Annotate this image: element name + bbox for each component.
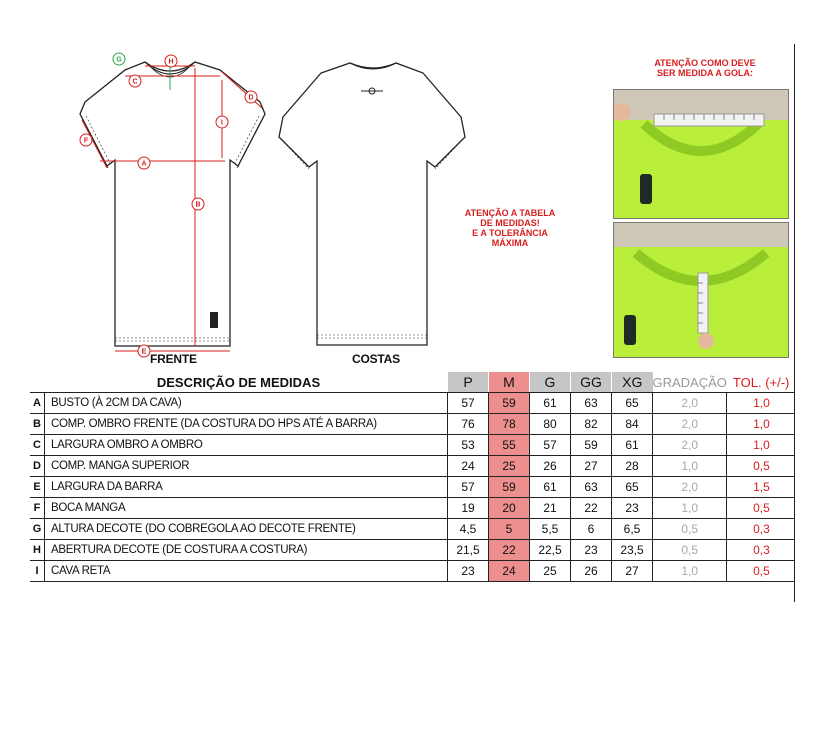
value-gg: 6 [571, 519, 612, 540]
value-gg: 59 [571, 435, 612, 456]
row-tolerance: 0,5 [727, 561, 796, 582]
value-p: 53 [448, 435, 489, 456]
collar-attention-note: ATENÇÃO COMO DEVE SER MEDIDA A GOLA: [654, 58, 756, 78]
value-xg: 84 [612, 414, 653, 435]
value-m: 24 [489, 561, 530, 582]
value-g: 22,5 [530, 540, 571, 561]
table-row [30, 540, 795, 561]
row-code: I [30, 561, 45, 582]
value-p: 23 [448, 561, 489, 582]
row-tolerance: 1,0 [727, 414, 796, 435]
value-p: 19 [448, 498, 489, 519]
size-header-gg: GG [571, 372, 612, 393]
value-xg: 65 [612, 393, 653, 414]
value-xg: 61 [612, 435, 653, 456]
row-code: D [30, 456, 45, 477]
value-p: 57 [448, 477, 489, 498]
back-tshirt-drawing [275, 55, 471, 351]
row-description: ALTURA DECOTE (DO COBREGOLA AO DECOTE FRENTE) [45, 519, 448, 540]
size-header-g: G [530, 372, 571, 393]
row-description: BOCA MANGA [45, 498, 448, 519]
table-row [30, 393, 795, 414]
row-gradation: 2,0 [653, 435, 727, 456]
value-p: 57 [448, 393, 489, 414]
measurement-table [30, 372, 795, 582]
value-gg: 26 [571, 561, 612, 582]
row-gradation: 0,5 [653, 519, 727, 540]
value-g: 61 [530, 393, 571, 414]
back-label: COSTAS [352, 352, 400, 366]
value-m: 59 [489, 393, 530, 414]
row-gradation: 2,0 [653, 393, 727, 414]
size-header-xg: XG [612, 372, 653, 393]
value-m: 22 [489, 540, 530, 561]
value-xg: 23,5 [612, 540, 653, 561]
front-tshirt-drawing [60, 40, 280, 366]
value-p: 21,5 [448, 540, 489, 561]
value-m: 55 [489, 435, 530, 456]
value-gg: 63 [571, 393, 612, 414]
value-g: 57 [530, 435, 571, 456]
gradation-header: GRADAÇÃO [653, 372, 727, 393]
value-p: 24 [448, 456, 489, 477]
row-gradation: 2,0 [653, 477, 727, 498]
label-i: I [221, 119, 223, 127]
label-b: B [195, 201, 201, 209]
row-gradation: 1,0 [653, 498, 727, 519]
row-description: COMP. MANGA SUPERIOR [45, 456, 448, 477]
front-label: FRENTE [150, 352, 197, 366]
value-m: 25 [489, 456, 530, 477]
value-g: 80 [530, 414, 571, 435]
tolerance-header: TOL. (+/-) [727, 372, 796, 393]
label-d: D [248, 94, 254, 102]
label-f: F [83, 137, 89, 145]
row-code: E [30, 477, 45, 498]
value-gg: 82 [571, 414, 612, 435]
value-m: 5 [489, 519, 530, 540]
table-attention-note: ATENÇÃO A TABELA DE MEDIDAS! E A TOLERÂNCIA MÁXIMA [464, 208, 556, 248]
value-m: 20 [489, 498, 530, 519]
row-tolerance: 1,0 [727, 435, 796, 456]
value-g: 25 [530, 561, 571, 582]
value-g: 21 [530, 498, 571, 519]
value-xg: 65 [612, 477, 653, 498]
value-g: 5,5 [530, 519, 571, 540]
row-code: C [30, 435, 45, 456]
label-a: A [141, 160, 147, 168]
row-code: F [30, 498, 45, 519]
value-m: 78 [489, 414, 530, 435]
table-row [30, 561, 795, 582]
label-c: C [132, 78, 138, 86]
value-m: 59 [489, 477, 530, 498]
row-gradation: 0,5 [653, 540, 727, 561]
table-row [30, 519, 795, 540]
label-e: E [141, 348, 147, 356]
label-g: G [116, 56, 122, 64]
row-tolerance: 1,5 [727, 477, 796, 498]
value-gg: 22 [571, 498, 612, 519]
table-row [30, 456, 795, 477]
value-g: 26 [530, 456, 571, 477]
value-xg: 28 [612, 456, 653, 477]
value-p: 4,5 [448, 519, 489, 540]
row-description: ABERTURA DECOTE (DE COSTURA A COSTURA) [45, 540, 448, 561]
row-gradation: 1,0 [653, 456, 727, 477]
table-title: DESCRIÇÃO DE MEDIDAS [30, 372, 448, 393]
value-xg: 6,5 [612, 519, 653, 540]
row-description: BUSTO (À 2CM DA CAVA) [45, 393, 448, 414]
value-gg: 63 [571, 477, 612, 498]
collar-photo-width [613, 89, 789, 219]
value-gg: 27 [571, 456, 612, 477]
collar-photo-depth [613, 222, 789, 358]
row-code: B [30, 414, 45, 435]
row-description: LARGURA OMBRO A OMBRO [45, 435, 448, 456]
row-tolerance: 0,5 [727, 498, 796, 519]
table-row [30, 435, 795, 456]
value-gg: 23 [571, 540, 612, 561]
value-xg: 27 [612, 561, 653, 582]
row-tolerance: 0,3 [727, 540, 796, 561]
size-header-p: P [448, 372, 489, 393]
size-header-m: M [489, 372, 530, 393]
value-g: 61 [530, 477, 571, 498]
row-code: H [30, 540, 45, 561]
row-code: A [30, 393, 45, 414]
row-code: G [30, 519, 45, 540]
table-row [30, 414, 795, 435]
row-tolerance: 0,3 [727, 519, 796, 540]
row-tolerance: 0,5 [727, 456, 796, 477]
row-gradation: 1,0 [653, 561, 727, 582]
row-description: LARGURA DA BARRA [45, 477, 448, 498]
value-xg: 23 [612, 498, 653, 519]
row-tolerance: 1,0 [727, 393, 796, 414]
row-description: CAVA RETA [45, 561, 448, 582]
label-h: H [168, 58, 174, 66]
row-description: COMP. OMBRO FRENTE (DA COSTURA DO HPS ATÉ A BARRA) [45, 414, 448, 435]
value-p: 76 [448, 414, 489, 435]
table-row [30, 477, 795, 498]
table-row [30, 498, 795, 519]
row-gradation: 2,0 [653, 414, 727, 435]
